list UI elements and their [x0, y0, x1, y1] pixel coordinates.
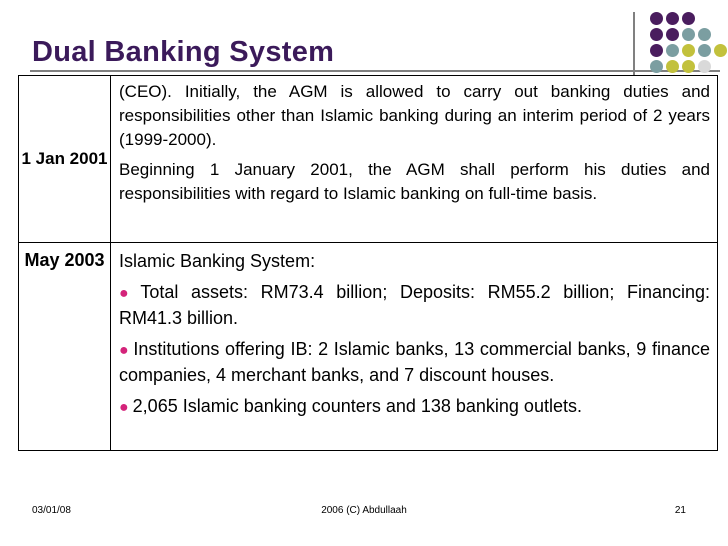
- bullet-icon: ●: [119, 399, 129, 416]
- dot-icon: [682, 60, 695, 73]
- paragraph: Beginning 1 January 2001, the AGM shall perform his duties and responsibilities with regard to Islamic banking on full-time basis.: [119, 160, 710, 203]
- dot-icon: [650, 60, 663, 73]
- timeline-table: [18, 75, 718, 451]
- paragraph: (CEO). Initially, the AGM is allowed to carry out banking duties and responsibilities other than Islamic banking during an interim period of 2 years (1999-2000).: [119, 82, 710, 149]
- dot-icon: [650, 28, 663, 41]
- date-cell: May 2003: [19, 243, 111, 451]
- dot-icon: [650, 12, 663, 25]
- dot-icon: [682, 28, 695, 41]
- dot-icon: [698, 60, 711, 73]
- table-row: [19, 243, 718, 451]
- footer-page-number: 21: [674, 505, 686, 516]
- footer-date: 03/01/08: [32, 505, 71, 516]
- description-cell: [111, 76, 718, 243]
- dot-icon: [666, 12, 679, 25]
- dot-icon: [666, 60, 679, 73]
- dot-icon: [682, 44, 695, 57]
- list-item: [119, 280, 710, 331]
- bullet-icon: ●: [119, 342, 130, 359]
- dot-icon: [698, 28, 711, 41]
- footer-copyright: 2006 (C) Abdullaah: [321, 505, 407, 516]
- section-heading: Islamic Banking System:: [119, 251, 316, 271]
- list-item: [119, 394, 710, 420]
- list-item-text: 2,065 Islamic banking counters and 138 banking outlets.: [132, 396, 582, 416]
- list-item-text: Total assets: RM73.4 billion; Deposits: RM55.2 billion; Financing: RM41.3 billion.: [119, 282, 710, 328]
- list-item-text: Institutions offering IB: 2 Islamic banks, 13 commercial banks, 9 finance companies, 4 merchant banks, and 7 discount houses.: [119, 339, 710, 385]
- table-row: [19, 76, 718, 243]
- title-vertical-rule: [633, 12, 635, 76]
- date-cell: 1 Jan 2001: [19, 76, 111, 243]
- bullet-icon: ●: [119, 285, 137, 302]
- dot-icon: [714, 44, 727, 57]
- dot-icon: [698, 44, 711, 57]
- dot-icon: [666, 28, 679, 41]
- title-underline: [30, 70, 720, 72]
- page-title: Dual Banking System: [32, 36, 335, 68]
- dot-icon: [650, 44, 663, 57]
- dot-icon: [682, 12, 695, 25]
- list-item: [119, 337, 710, 388]
- dot-icon: [666, 44, 679, 57]
- description-cell: [111, 243, 718, 451]
